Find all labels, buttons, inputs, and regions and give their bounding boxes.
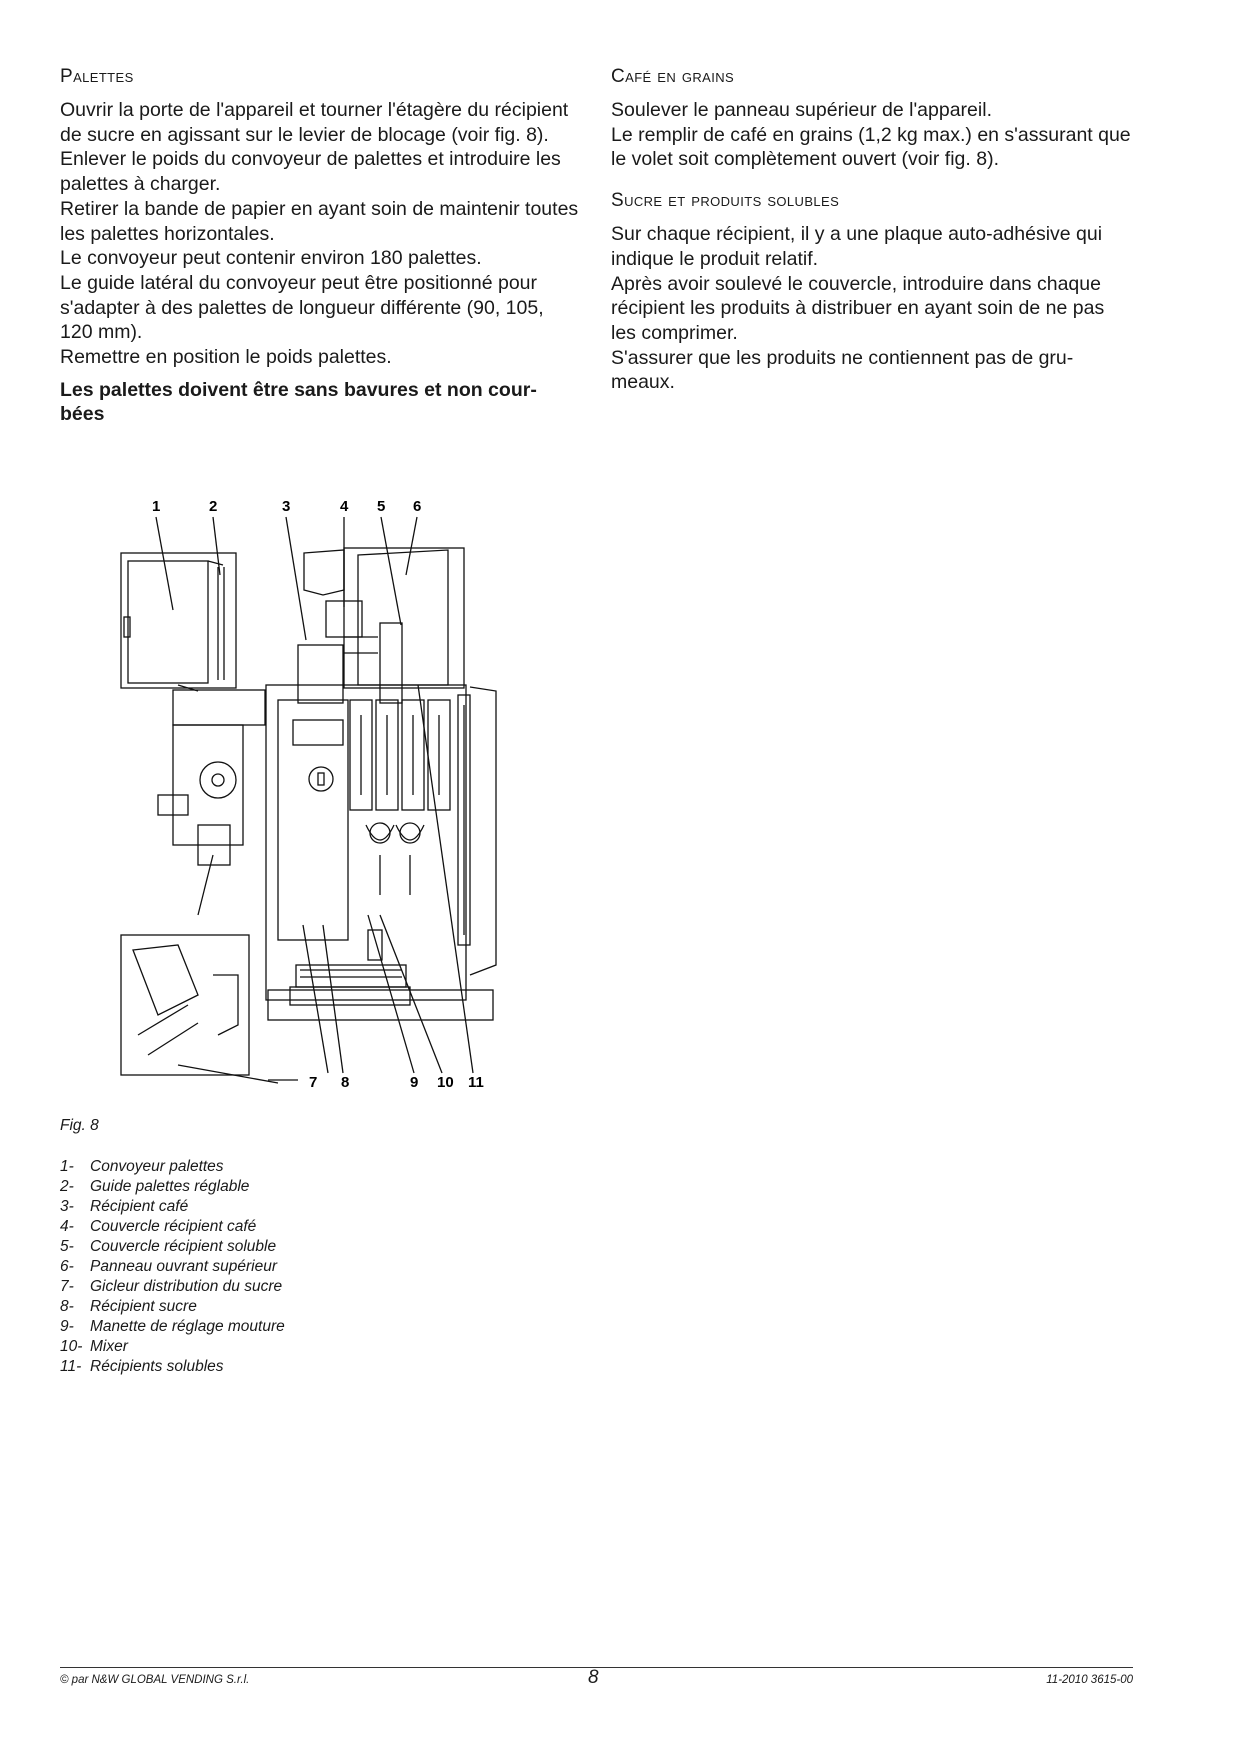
- soluble-paragraph-3: S'assurer que les produits ne contiennent pas de gru-meaux.: [611, 346, 1074, 394]
- legend-text: Gicleur distribution du sucre: [90, 1278, 283, 1295]
- legend-text: Récipients solubles: [90, 1358, 224, 1375]
- machine-line-art: [121, 517, 496, 1083]
- document-code: 11-2010 3615-00: [1046, 1674, 1133, 1686]
- legend-item: [60, 1217, 285, 1237]
- soluble-heading: Sucre et produits solubles: [611, 190, 840, 212]
- palettes-paragraph-5: Remettre en position le poids palettes.: [60, 346, 392, 369]
- legend-item: [60, 1297, 285, 1317]
- coffee-beans-paragraph-1: Soulever le panneau supérieur de l'appareil.: [611, 99, 992, 121]
- callout-10: 10: [437, 1074, 454, 1091]
- figure-legend: [60, 1157, 285, 1377]
- palettes-heading: Palettes: [60, 66, 134, 87]
- legend-number: 1-: [60, 1158, 74, 1175]
- left-column: [60, 66, 580, 427]
- callout-11: 11: [468, 1074, 484, 1091]
- legend-text: Panneau ouvrant supérieur: [90, 1258, 277, 1275]
- coffee-beans-paragraph-2: Le remplir de café en grains (1,2 kg max.) en s'assurant que le volet soit complètement ouvert (voir fig. 8).: [611, 123, 1131, 171]
- callout-3: 3: [282, 498, 291, 515]
- legend-item: [60, 1317, 285, 1337]
- legend-number: 10-: [60, 1338, 83, 1355]
- palettes-paragraph-1: Ouvrir la porte de l'appareil et tourner l'étagère du récipient de sucre en agissant sur le levier de blocage (voir fig. 8). Enlever le poids du convoyeur de palettes et introduire les palettes à charger.: [60, 99, 569, 196]
- legend-number: 2-: [60, 1178, 74, 1195]
- legend-item: [60, 1357, 285, 1377]
- callout-7: 7: [309, 1074, 318, 1091]
- page-number: 8: [588, 1667, 599, 1688]
- legend-number: 5-: [60, 1238, 74, 1255]
- palettes-warning-note: Les palettes doivent être sans bavures et non cour-bées: [60, 378, 537, 426]
- legend-text: Couvercle récipient soluble: [90, 1238, 277, 1255]
- legend-text: Mixer: [90, 1338, 128, 1355]
- legend-number: 6-: [60, 1258, 74, 1275]
- callout-4: 4: [340, 498, 349, 515]
- callout-9: 9: [410, 1074, 419, 1091]
- callout-6: 6: [413, 498, 422, 515]
- footer-copyright: © par N&W GLOBAL VENDING S.r.l.: [60, 1674, 250, 1686]
- legend-number: 4-: [60, 1218, 74, 1235]
- legend-number: 7-: [60, 1278, 74, 1295]
- palettes-section: [60, 66, 580, 427]
- soluble-paragraph-2: Après avoir soulevé le couvercle, introduire dans chaque récipient les produits à distribuer en ayant soin de ne pas les comprimer.: [611, 272, 1105, 344]
- callout-5: 5: [377, 498, 386, 515]
- legend-text: Convoyeur palettes: [90, 1158, 224, 1175]
- coffee-beans-heading: Café en grains: [611, 66, 735, 87]
- legend-item: [60, 1177, 285, 1197]
- legend-item: [60, 1277, 285, 1297]
- legend-item: [60, 1337, 285, 1357]
- coffee-beans-section: [611, 66, 1131, 172]
- right-column: [611, 66, 1131, 395]
- legend-item: [60, 1257, 285, 1277]
- legend-item: [60, 1237, 285, 1257]
- soluble-section: [611, 190, 1131, 395]
- legend-text: Couvercle récipient café: [90, 1218, 257, 1235]
- legend-text: Récipient café: [90, 1198, 189, 1215]
- machine-diagram: [118, 495, 533, 1095]
- legend-number: 3-: [60, 1198, 74, 1215]
- legend-number: 11-: [60, 1358, 82, 1375]
- legend-item: [60, 1197, 285, 1217]
- legend-text: Guide palettes réglable: [90, 1178, 250, 1195]
- legend-number: 9-: [60, 1318, 74, 1335]
- callout-8: 8: [341, 1074, 350, 1091]
- palettes-paragraph-3: Le convoyeur peut contenir environ 180 palettes.: [60, 247, 482, 270]
- legend-number: 8-: [60, 1298, 74, 1315]
- legend-item: [60, 1157, 285, 1177]
- callout-2: 2: [209, 498, 218, 515]
- figure-caption: Fig. 8: [60, 1117, 99, 1134]
- legend-text: Récipient sucre: [90, 1298, 197, 1315]
- legend-text: Manette de réglage mouture: [90, 1318, 285, 1335]
- callout-1: 1: [152, 498, 161, 515]
- palettes-paragraph-4: Le guide latéral du convoyeur peut être positionné pour s'adapter à des palettes de longueur différente (90, 105, 120 mm).: [60, 271, 544, 344]
- soluble-paragraph-1: Sur chaque récipient, il y a une plaque auto-adhésive qui indique le produit relatif.: [611, 223, 1103, 270]
- palettes-paragraph-2: Retirer la bande de papier en ayant soin de maintenir toutes les palettes horizontales.: [60, 197, 579, 245]
